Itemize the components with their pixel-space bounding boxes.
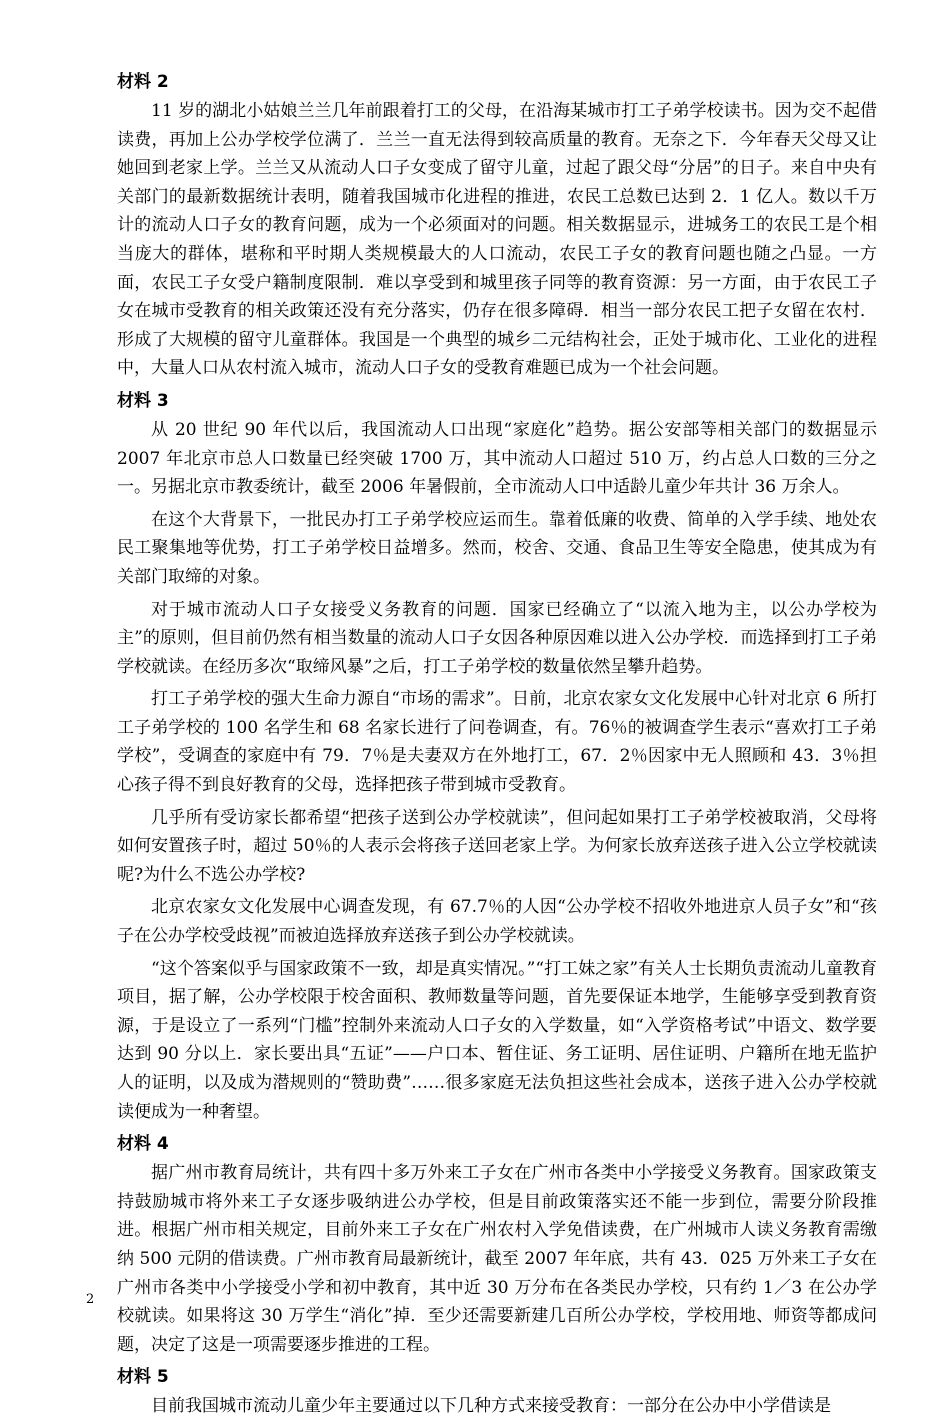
paragraph: 据广州市教育局统计，共有四十多万外来工子女在广州市各类中小学接受义务教育。国家政策支持鼓励城市将外来工子女逐步吸纳进公办学校，但是目前政策落实还不能一步到位，需要分阶段推进。根据广州市相关规定，目前外来工子女在广州农村入学免借读费，在广州城市人读义务教育需缴纳 500 元阴的借读费。广州市教育局最新统计，截至 2007 年年底，共有 43．025 万外来工子女在广州市各类中小学接受小学和初中教育，其中近 30 万分布在各类民办学校，只有约 1／3 在公办学校就读。如果将这 30 万学生“消化”掉．至少还需要新建几百所公办学校，学校用地、师资等都成问题，决定了这是一项需要逐步推进的工程。 [117, 1163, 877, 1355]
paragraph: 目前我国城市流动儿童少年主要通过以下几种方式来接受教育：一部分在公办中小学借读是 [151, 1396, 831, 1417]
paragraph: 几乎所有受访家长都希望“把孩子送到公办学校就读”，但问起如果打工子弟学校被取消，父母将如何安置孩子时，超过 50％的人表示会将孩子送回老家上学。为何家长放弃送孩子进入公立学校就读呢?为什么不选公办学校? [117, 807, 877, 885]
paragraph: 在这个大背景下，一批民办打工子弟学校应运而生。靠着低廉的收费、简单的入学手续、地处农民工聚集地等优势，打工子弟学校日益增多。然而，校舍、交通、食品卫生等安全隐患，使其成为有关部门取缔的对象。 [117, 509, 877, 587]
paragraph: 打工子弟学校的强大生命力源自“市场的需求”。日前，北京农家女文化发展中心针对北京 6 所打工子弟学校的 100 名学生和 68 名家长进行了问卷调查，有。76％的被调查学生表示“喜欢打工子弟学校”，受调查的家庭中有 79．7％是夫妻双方在外地打工，67．2％因家中无人照顾和 43．3％担心孩子得不到良好教育的父母，选择把孩子带到城市受教育。 [117, 689, 877, 796]
paragraph: “这个答案似乎与国家政策不一致，却是真实情况。”“打工妹之家”有关人士长期负责流动儿童教育项目，据了解，公办学校限于校舍面积、教师数量等问题，首先要保证本地学，生能够享受到教育资源，于是设立了一系列“门槛”控制外来流动人口子女的入学数量，如“入学资格考试”中语文、数学要达到 90 分以上．家长要出具“五证”——户口本、暂住证、务工证明、居住证明、户籍所在地无监护人的证明，以及成为潜规则的“赞助费”……很多家庭无法负担这些社会成本，送孩子进入公办学校就读便成为一种奢望。 [117, 958, 877, 1122]
section-heading-material-2: 材料 2 [117, 72, 169, 92]
section-heading-material-4: 材料 4 [117, 1134, 169, 1155]
paragraph: 11 岁的湖北小姑娘兰兰几年前跟着打工的父母，在沿海某城市打工子弟学校读书。因为交不起借读费，再加上公办学校学位满了．兰兰一直无法得到较高质量的教育。无奈之下．今年春天父母又让她回到老家上学。兰兰又从流动人口子女变成了留守儿童，过起了跟父母“分居”的日子。来自中央有关部门的最新数据统计表明，随着我国城市化进程的推进，农民工总数已达到 2．1 亿人。数以千万计的流动人口子女的教育问题，成为一个必须面对的问题。相关数据显示，进城务工的农民工是个相当庞大的群体，堪称和平时期人类规模最大的人口流动，农民工子女的教育问题也随之凸显。一方面，农民工子女受户籍制度限制．难以享受到和城里孩子同等的教育资源：另一方面，由于农民工子女在城市受教育的相关政策还没有充分落实，仍存在很多障碍．相当一部分农民工把子女留在农村．形成了大规模的留守儿童群体。我国是一个典型的城乡二元结构社会，正处于城市化、工业化的进程中，大量人口从农村流入城市，流动人口子女的受教育难题已成为一个社会问题。 [117, 101, 877, 379]
section-heading-material-5: 材料 5 [117, 1367, 169, 1388]
paragraph: 对于城市流动人口子女接受义务教育的问题．国家已经确立了“以流入地为主，以公办学校为主”的原则，但目前仍然有相当数量的流动人口子女因各种原因难以进入公办学校．而选择到打工子弟学校就读。在经历多次“取缔风暴”之后，打工子弟学校的数量依然呈攀升趋势。 [117, 599, 877, 677]
paragraph: 北京农家女文化发展中心调查发现，有 67.7％的人因“公办学校不招收外地进京人员子女”和“孩子在公办学校受歧视”而被迫选择放弃送孩子到公办学校就读。 [117, 897, 877, 947]
page-number: 2 [86, 1292, 95, 1307]
section-heading-material-3: 材料 3 [117, 390, 169, 411]
paragraph: 从 20 世纪 90 年代以后，我国流动人口出现“家庭化”趋势。据公安部等相关部门的数据显示 2007 年北京市总人口数量已经突破 1700 万，其中流动人口超过 510 万，约占总人口数的三分之一。另据北京市教委统计，截至 2006 年暑假前，全市流动人口中适龄儿童少年共计 36 万余人。 [117, 419, 877, 498]
document-body [117, 66, 877, 1425]
